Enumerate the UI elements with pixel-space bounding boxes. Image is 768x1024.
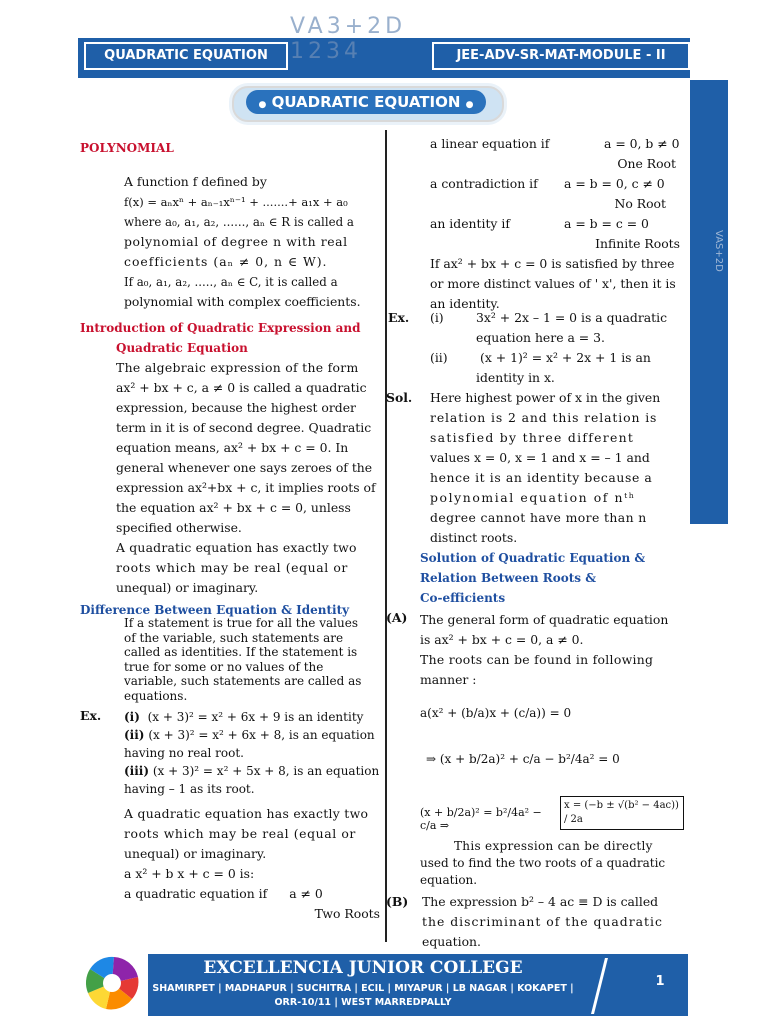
bullet-icon: ●	[258, 100, 267, 110]
college-name: EXCELLENCIA JUNIOR COLLEGE	[203, 958, 523, 978]
example-label: Ex.	[80, 708, 102, 723]
example-identity-list: (i) (x + 3)² = x² + 6x + 9 is an identity (ii) (x + 3)² = x² + 6x + 8, is an equation having no real root. (iii) (x + 3)² = x² + 5x + 8, is an equation having – 1 as its root.	[124, 710, 380, 796]
intro-heading: Introduction of Quadratic Expression and Quadratic Equation	[80, 321, 361, 355]
quadratic-formula-box: x = (−b ± √(b² − 4ac)) / 2a	[560, 796, 684, 830]
derivation-step-2: ⇒ (x + b/2a)² + c/a − b²/4a² = 0	[426, 752, 620, 766]
quadratic-roots-paragraph: A quadratic equation has exactly two roots which may be real (equal or unequal) or imaginary. a x² + b x + c = 0 is: a quadratic equation if a ≠ 0 Two Roots	[124, 806, 380, 921]
header-left-title: QUADRATIC EQUATION	[84, 42, 288, 70]
solution-paragraph: Here highest power of x in the given relation is 2 and this relation is satisfied by three different values x = 0, x = 1 and x = – 1 and hence it is an identity because a polynomial equation of nᵗʰ degree cannot have more than n distinct roots.	[430, 390, 661, 545]
discriminant-paragraph: The expression b² – 4 ac ≡ D is called the discriminant of the quadratic equation.	[422, 894, 663, 949]
derivation-step-1: a(x² + (b/a)x + (c/a)) = 0	[420, 706, 572, 720]
difference-heading: Difference Between Equation & Identity	[80, 603, 350, 617]
difference-paragraph: If a statement is true for all the values of the variable, such statements are called as identities. If the statement is true for some or no values of the variable, such statements are called as equations.	[124, 616, 362, 703]
polynomial-heading: POLYNOMIAL	[80, 141, 174, 155]
solution-heading: Solution of Quadratic Equation & Relation Between Roots & Co-efficients	[420, 551, 646, 605]
intro-paragraph: The algebraic expression of the form ax² + bx + c, a ≠ 0 is called a quadratic expression, because the highest order term in it is of second degree. Quadratic equation means, ax² + bx + c = 0. In general whenever one says zeroes of the expression ax²+bx + c, it implies roots of the equation ax² + bx + c = 0, unless specified otherwise. A quadratic equation has exactly two roots which may be real (equal or unequal) or imaginary.	[116, 360, 376, 595]
college-logo	[82, 950, 142, 1016]
formula-note: This expression can be directly used to find the two roots of a quadratic equation.	[420, 839, 666, 887]
derivation-step-3: (x + b/2a)² = b²/4a² − c/a ⇒	[420, 806, 542, 832]
side-doodle: VAS+2D	[713, 230, 724, 272]
label-B: (B)	[386, 894, 409, 909]
solution-label: Sol.	[386, 390, 413, 405]
header-right-title: JEE-ADV-SR-MAT-MODULE - II	[432, 42, 690, 70]
header-doodle: VA3+2D 1234	[290, 14, 407, 64]
equation-classes: a linear equation if a = 0, b ≠ 0 One Root a contradiction if a = b = 0, c ≠ 0 No Root an identity if a = b = c = 0 Infinite Roots If ax² + bx + c = 0 is satisfied by three or more distinct values of ' x', then it is an identity.	[430, 136, 680, 311]
example-quadratic-list: (i) 3x² + 2x – 1 = 0 is a quadratic equation here a = 3. (ii) (x + 1)² = x² + 2x + 1 is an identity in x.	[430, 310, 668, 385]
general-form-paragraph: The general form of quadratic equation is ax² + bx + c = 0, a ≠ 0. The roots can be found in following manner :	[420, 612, 669, 687]
polynomial-paragraph: A function f defined by f(x) = aₙxⁿ + aₙ₋₁xⁿ⁻¹ + .......+ a₁x + a₀ where a₀, a₁, a₂, ......, aₙ ∈ R is called a polynomial of degree n with real coefficients (aₙ ≠ 0, n ∈ W). If a₀, a₁, a₂, ....., aₙ ∈ C, it is called a polynomial with complex coefficients.	[124, 174, 361, 309]
branch-list: SHAMIRPET | MADHAPUR | SUCHITRA | ECIL | MIYAPUR | LB NAGAR | KOKAPET | ORR-10/11 | WEST MARREDPALLY	[152, 983, 574, 1008]
section-title: ● QUADRATIC EQUATION ●	[246, 90, 486, 114]
bullet-icon: ●	[465, 100, 474, 110]
page-number: 1	[655, 974, 665, 989]
column-divider	[385, 130, 387, 942]
example-label: Ex.	[388, 310, 410, 325]
right-decorative-strip	[690, 80, 728, 524]
label-A: (A)	[386, 610, 408, 625]
